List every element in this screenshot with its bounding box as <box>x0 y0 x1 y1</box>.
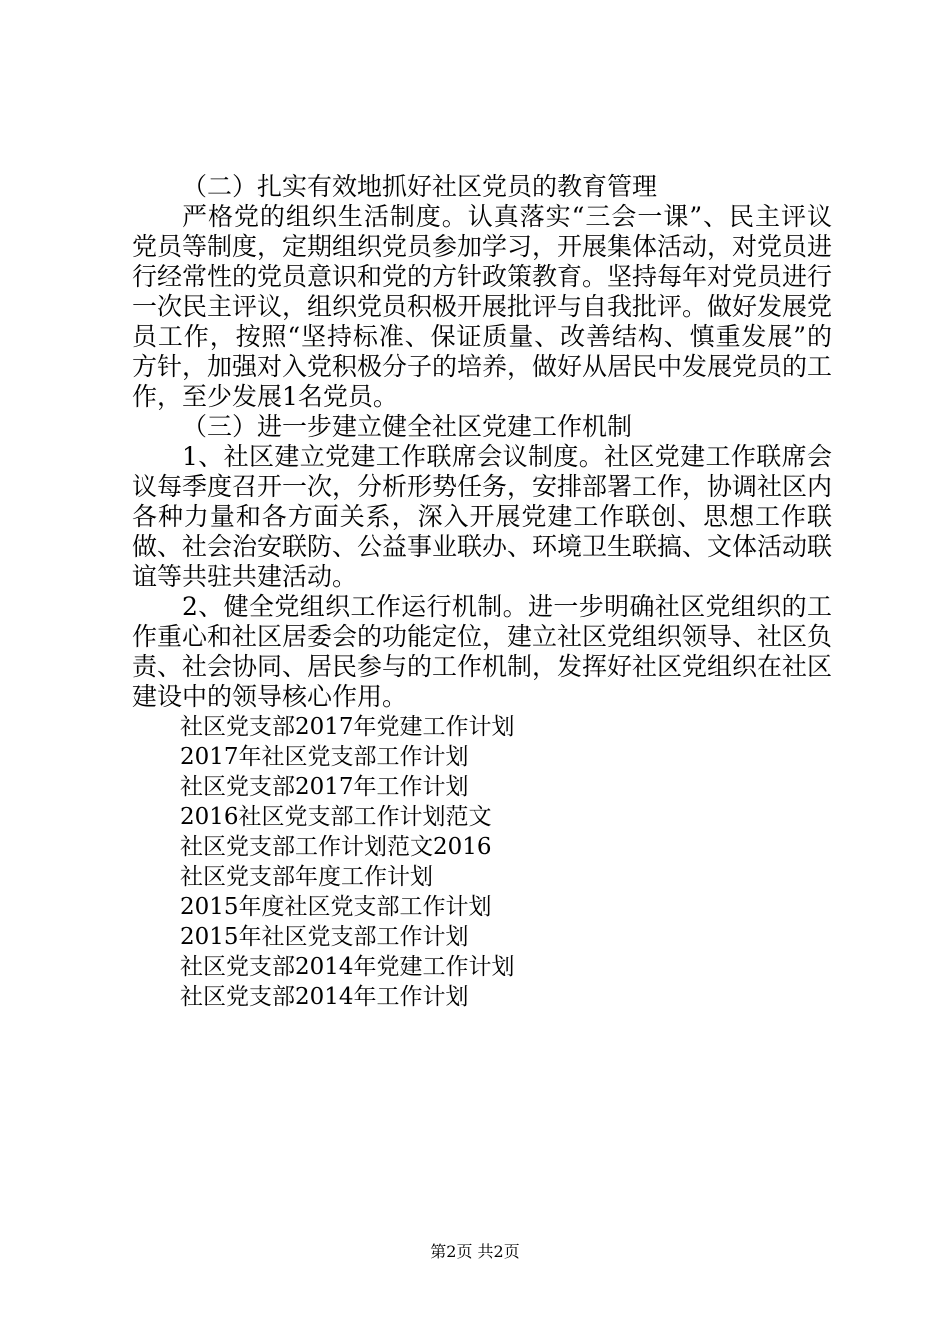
related-title-item: 社区党支部2017年工作计划 <box>180 774 469 800</box>
body-paragraph: 2、健全党组织工作运行机制。进一步明确社区党组织的工作重心和社区居委会的功能定位，建立社区党组织领导、社区负责、社会协同、居民参与的工作机制，发挥好社区党组织在社区建设中的领导核心作用。 <box>132 592 833 711</box>
page-footer <box>0 1242 950 1262</box>
section-heading: （二）扎实有效地抓好社区党员的教育管理 <box>182 172 658 201</box>
related-title-item: 2016社区党支部工作计划范文 <box>180 804 492 830</box>
body-paragraph: 1、社区建立党建工作联席会议制度。社区党建工作联席会议每季度召开一次，分析形势任务，安排部署工作，协调社区内各种力量和各方面关系，深入开展党建工作联创、思想工作联做、社会治安联防、公益事业联办、环境卫生联搞、文体活动联谊等共驻共建活动。 <box>132 442 833 591</box>
related-title-item: 社区党支部2017年党建工作计划 <box>180 714 515 740</box>
related-titles-list <box>132 712 832 1012</box>
document-body <box>132 172 832 1012</box>
related-title-item: 2017年社区党支部工作计划 <box>180 744 469 770</box>
related-title-item: 社区党支部2014年党建工作计划 <box>180 954 515 980</box>
body-paragraph: 严格党的组织生活制度。认真落实“三会一课”、民主评议党员等制度，定期组织党员参加学习，开展集体活动，对党员进行经常性的党员意识和党的方针政策教育。坚持每年对党员进行一次民主评议，组织党员积极开展批评与自我批评。做好发展党员工作，按照“坚持标准、保证质量、改善结构、慎重发展”的方针，加强对入党积极分子的培养，做好从居民中发展党员的工作，至少发展1名党员。 <box>132 202 833 411</box>
related-title-item: 社区党支部2014年工作计划 <box>180 984 469 1010</box>
page-number: 第2页 共2页 <box>430 1242 520 1261</box>
section-heading: （三）进一步建立健全社区党建工作机制 <box>182 412 633 441</box>
related-title-item: 社区党支部工作计划范文2016 <box>180 834 492 860</box>
related-title-item: 2015年社区党支部工作计划 <box>180 924 469 950</box>
related-title-item: 社区党支部年度工作计划 <box>180 864 433 890</box>
related-title-item: 2015年度社区党支部工作计划 <box>180 894 492 920</box>
